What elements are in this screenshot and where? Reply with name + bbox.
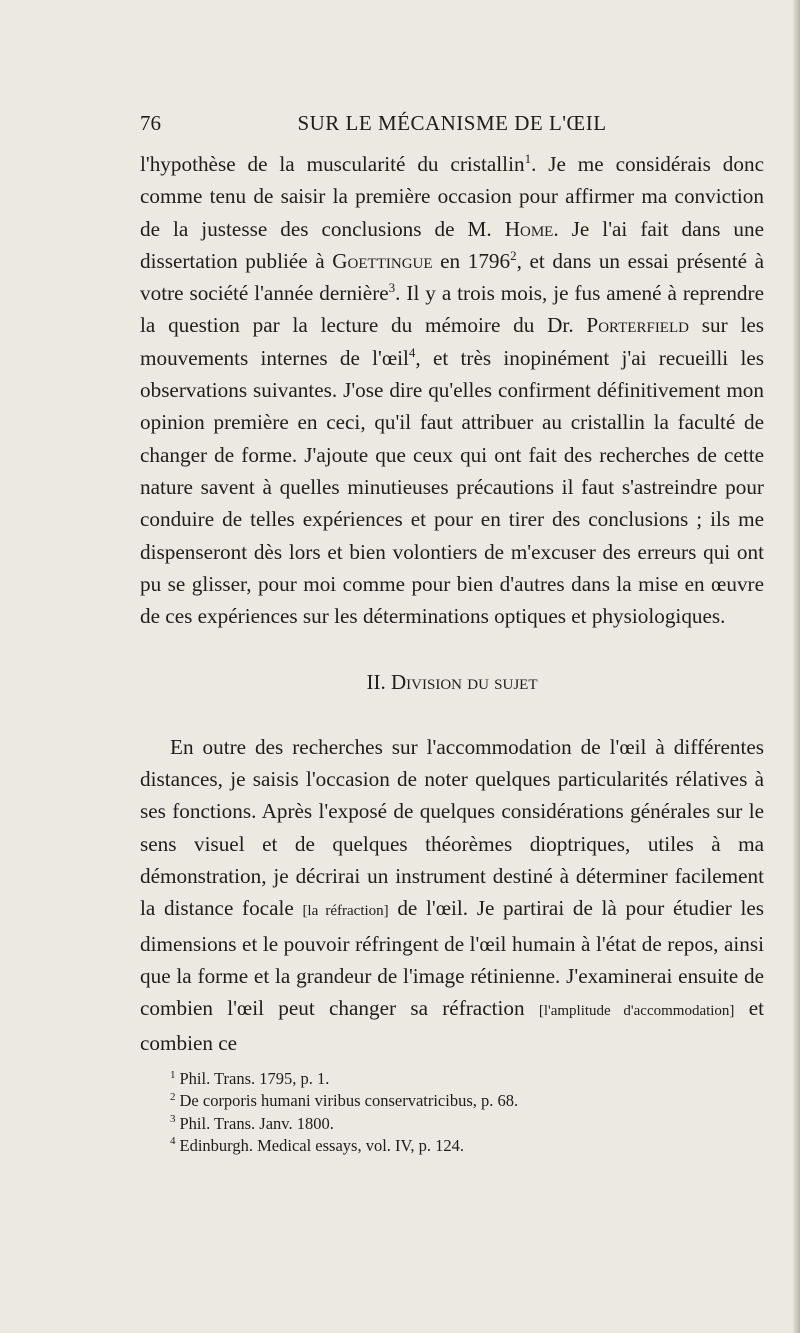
page-number: 76 — [140, 111, 161, 135]
page-edge — [793, 0, 800, 1333]
paragraph-2: En outre des recherches sur l'accommodation de l'œil à différentes distances, je saisis l'occasion de noter quelques particularités rélatives à ses fonctions. Après l'exposé de quelques considérations générales sur le sens visuel et de quelques théorèmes dioptriques, utiles à ma démonstration, je décrirai un instrument destiné à déterminer facilement la distance focale [la réfraction] de l'œil. Je partirai de là pour étudier les dimensions et le pouvoir réfringent de l'œil humain à l'état de repos, ainsi que la forme et la grandeur de l'image rétinienne. J'examinerai ensuite de combien l'œil peut changer sa réfraction [l'amplitude d'accommodation] et combien ce — [140, 734, 764, 1056]
body-text — [140, 148, 764, 1060]
bracket-note-refraction: [la réfraction] — [302, 903, 389, 920]
section-heading — [140, 666, 764, 698]
author-name-porterfield: Porterfield — [586, 313, 689, 338]
page-header — [140, 111, 764, 141]
section-numeral: II. — [366, 670, 386, 695]
footnote-1: $^1$ Phil. Trans. 1795, p. 1. — [170, 1068, 330, 1088]
bracket-note-amplitude: [l'amplitude d'accommodation] — [538, 1003, 735, 1020]
footnote-ref-1: 1 — [524, 150, 532, 166]
place-name-goettingue: Goettingue — [332, 248, 433, 273]
paragraph-1: l'hypothèse de la muscularité du cristallin$^1$. Je me considérais donc comme tenu de saisir la première occasion pour affirmer ma conviction de la justesse des conclusions de M. Home. Je l'ai fait dans une dissertation publiée à Goettingue en 1796$^2$, et dans un essai présenté à votre société l'année dernière$^3$. Il y a trois mois, je fus amené à reprendre la question par la lecture du mémoire du Dr. Porterfield sur les mouvements internes de l'œil$^4$, et très inopinément j'ai recueilli les observations suivantes. J'ose dire qu'elles confirment définitivement mon opinion première en ceci, qu'il faut attribuer au cristallin la faculté de changer de forme. J'ajoute que ceux qui ont fait des recherches de cette nature savent à quelles minutieuses précautions il faut s'astreindre pour conduire de telles expériences et pour en tirer des conclusions ; ils me dispenseront dès lors et bien volontiers de m'excuser des erreurs qui ont pu se glisser, pour moi comme pour bien d'autres dans la mise en œuvre de ces expériences sur les déterminations optiques et physiologiques. — [140, 150, 764, 629]
footnotes — [170, 1068, 770, 1157]
footnote-ref-4: 4 — [408, 344, 416, 360]
section-title: Division du sujet — [391, 670, 538, 695]
author-name-home: Home — [504, 216, 554, 241]
footnote-ref-3: 3 — [388, 280, 396, 296]
footnote-3: $^3$ Phil. Trans. Janv. 1800. — [170, 1113, 334, 1133]
footnote-4: $^4$ Edinburgh. Medical essays, vol. IV, p. 124. — [170, 1135, 464, 1155]
footnote-2: $^2$ De corporis humani viribus conservatricibus, p. 68. — [170, 1090, 519, 1111]
footnote-ref-2: 2 — [510, 247, 517, 263]
running-title: SUR LE MÉCANISME DE L'ŒIL — [297, 111, 607, 135]
